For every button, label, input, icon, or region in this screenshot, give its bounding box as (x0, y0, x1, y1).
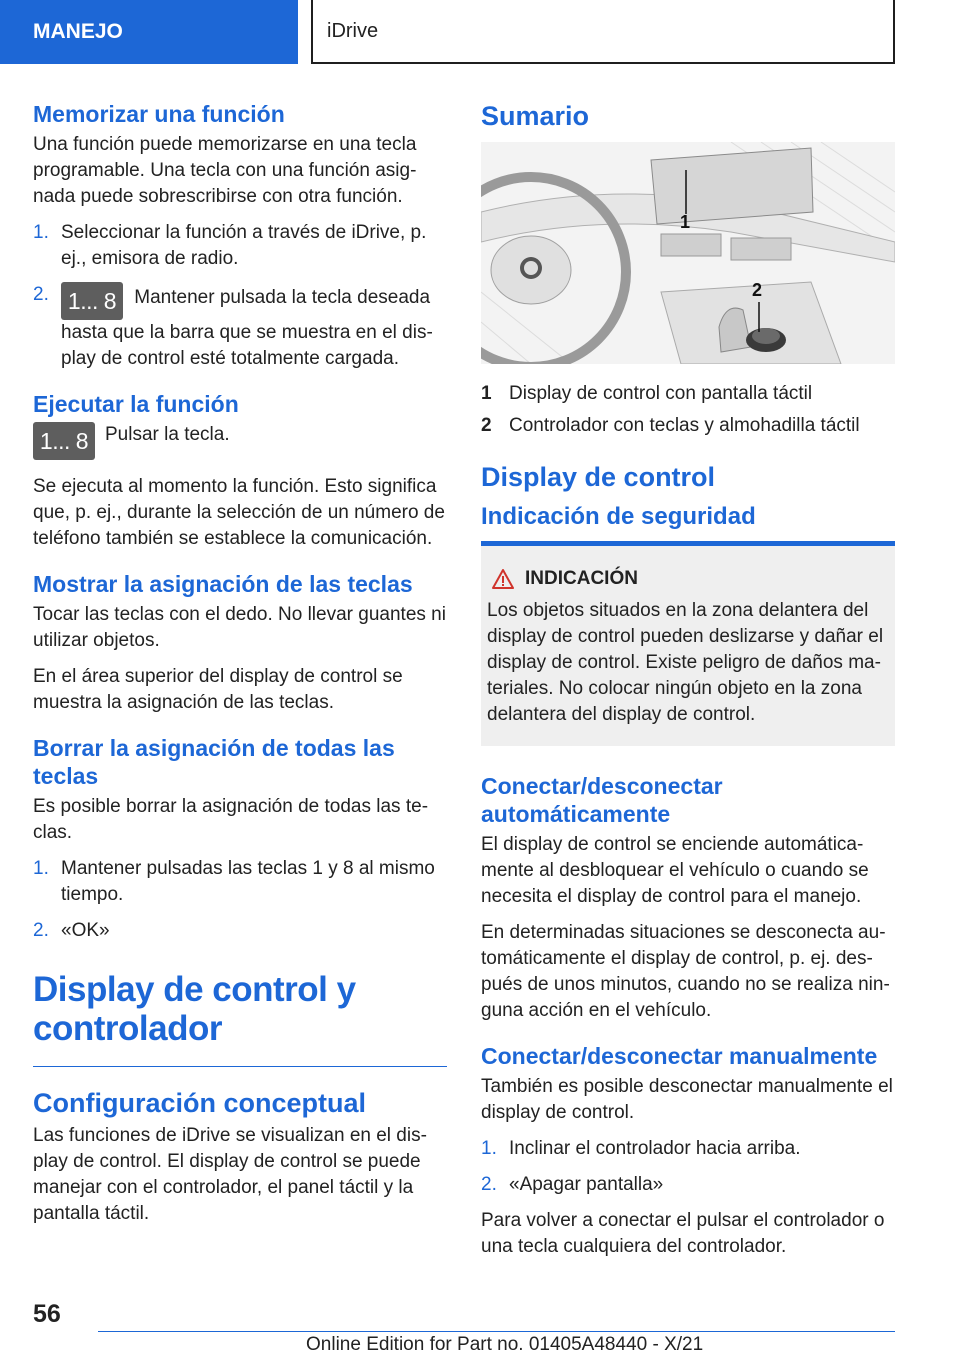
paragraph: Pulsar la tecla. (105, 424, 230, 445)
list-item (481, 381, 895, 407)
step-text: Mantener pulsadas las teclas 1 y 8 al mismo tiempo. (61, 858, 435, 905)
paragraph: El display de control se enciende automáticamente al desbloquear el vehículo o cuando se necesita el display de control para el manejo. (481, 834, 869, 907)
heading-mostrar: Mostrar la asignación de las teclas (33, 571, 413, 597)
heading-memorizar: Memorizar una función (33, 101, 285, 127)
steps-manual (481, 1136, 895, 1198)
favorite-key-icon: 1... 8 (33, 422, 95, 460)
warning-text: Los objetos situados en la zona delantera del display de control pueden deslizarse y dañar el display de control. Existe peligro de daños materiales. No colocar ningún objeto en la zona delantera del display de control. (487, 600, 884, 725)
legend-text: Controlador con teclas y almohadilla táctil (509, 415, 860, 436)
paragraph: Se ejecuta al momento la función. Esto significa que, p. ej., durante la selección de un número de teléfono también se establece la comunicación. (33, 476, 445, 549)
heading-ejecutar: Ejecutar la función (33, 391, 239, 417)
heading-rule (33, 1066, 447, 1067)
paragraph: Es posible borrar la asignación de todas las teclas. (33, 796, 429, 843)
page-number: 56 (33, 1300, 61, 1328)
paragraph: En determinadas situaciones se desconecta automáticamente el display de control, p. ej. después de unos minutos, cuando no se realiza ninguna acción en el vehículo. (481, 922, 890, 1021)
steps-memorizar (33, 220, 447, 372)
paragraph: También es posible desconectar manualmente el display de control. (481, 1076, 893, 1123)
key-instruction (33, 422, 447, 464)
steps-borrar (33, 856, 447, 944)
step-number: 2. (481, 1174, 497, 1195)
list-item (33, 220, 447, 272)
step-text: «OK» (61, 920, 110, 941)
favorite-key-icon: 1... 8 (61, 282, 123, 320)
header-section-tab: MANEJO (0, 0, 298, 64)
dashboard-illustration (481, 142, 895, 364)
legend-number: 1 (481, 383, 492, 404)
paragraph: Para volver a conectar el pulsar el controlador o una tecla cualquiera del controlador. (481, 1210, 885, 1257)
list-item (481, 1136, 895, 1162)
heading-display-de-control: Display de control (481, 462, 716, 492)
callout-label: 1 (680, 212, 691, 232)
step-number: 2. (33, 920, 49, 941)
legend-number: 2 (481, 415, 492, 436)
chapter-heading: Display de control y controlador (33, 970, 356, 1048)
heading-configuracion: Configuración conceptual (33, 1088, 367, 1118)
warning-header (491, 568, 889, 590)
paragraph: Una función puede memorizarse en una tecla programable. Una tecla con una función asignada puede sobrescribirse con otra función. (33, 134, 417, 207)
right-column (481, 100, 895, 1270)
footer-edition-text: Online Edition for Part no. 01405A48440 - X/21 (306, 1334, 704, 1355)
list-item (33, 856, 447, 908)
heading-borrar: Borrar la asignación de todas las teclas (33, 735, 395, 789)
step-number: 1. (33, 858, 49, 879)
warning-triangle-icon (491, 568, 515, 590)
warning-title: INDICACIÓN (525, 568, 638, 589)
heading-sumario: Sumario (481, 101, 590, 131)
heading-conectar-manual: Conectar/desconectar manualmente (481, 1043, 878, 1069)
step-text: «Apagar pantalla» (509, 1174, 664, 1195)
list-item (481, 1172, 895, 1198)
heading-conectar-auto: Conectar/desconectar automáticamente (481, 773, 723, 827)
left-column (33, 100, 447, 1237)
heading-seguridad: Indicación de seguridad (481, 503, 756, 530)
header-chapter: iDrive (311, 0, 895, 64)
list-item (481, 413, 895, 439)
legend-text: Display de control con pantalla táctil (509, 383, 813, 404)
paragraph: Las funciones de iDrive se visualizan en el display de control. El display de control se puede manejar con el controlador, el panel táctil y la pantalla táctil. (33, 1125, 427, 1224)
step-number: 1. (33, 222, 49, 243)
paragraph: En el área superior del display de control se muestra la asignación de las teclas. (33, 666, 403, 713)
step-text: Seleccionar la función a través de iDrive, p. ej., emisora de radio. (61, 222, 427, 269)
paragraph: Tocar las teclas con el dedo. No llevar guantes ni utilizar objetos. (33, 604, 446, 651)
figure-legend (481, 381, 895, 439)
step-number: 2. (33, 284, 49, 305)
callout-label: 2 (752, 280, 763, 300)
list-item (33, 282, 447, 372)
step-text: Inclinar el controlador hacia arriba. (509, 1138, 801, 1159)
step-number: 1. (481, 1138, 497, 1159)
list-item (33, 918, 447, 944)
step-text: Mantener pulsada la tecla deseada hasta que la barra que se muestra en el display de control esté totalmente cargada. (61, 287, 433, 369)
warning-box (481, 541, 895, 746)
